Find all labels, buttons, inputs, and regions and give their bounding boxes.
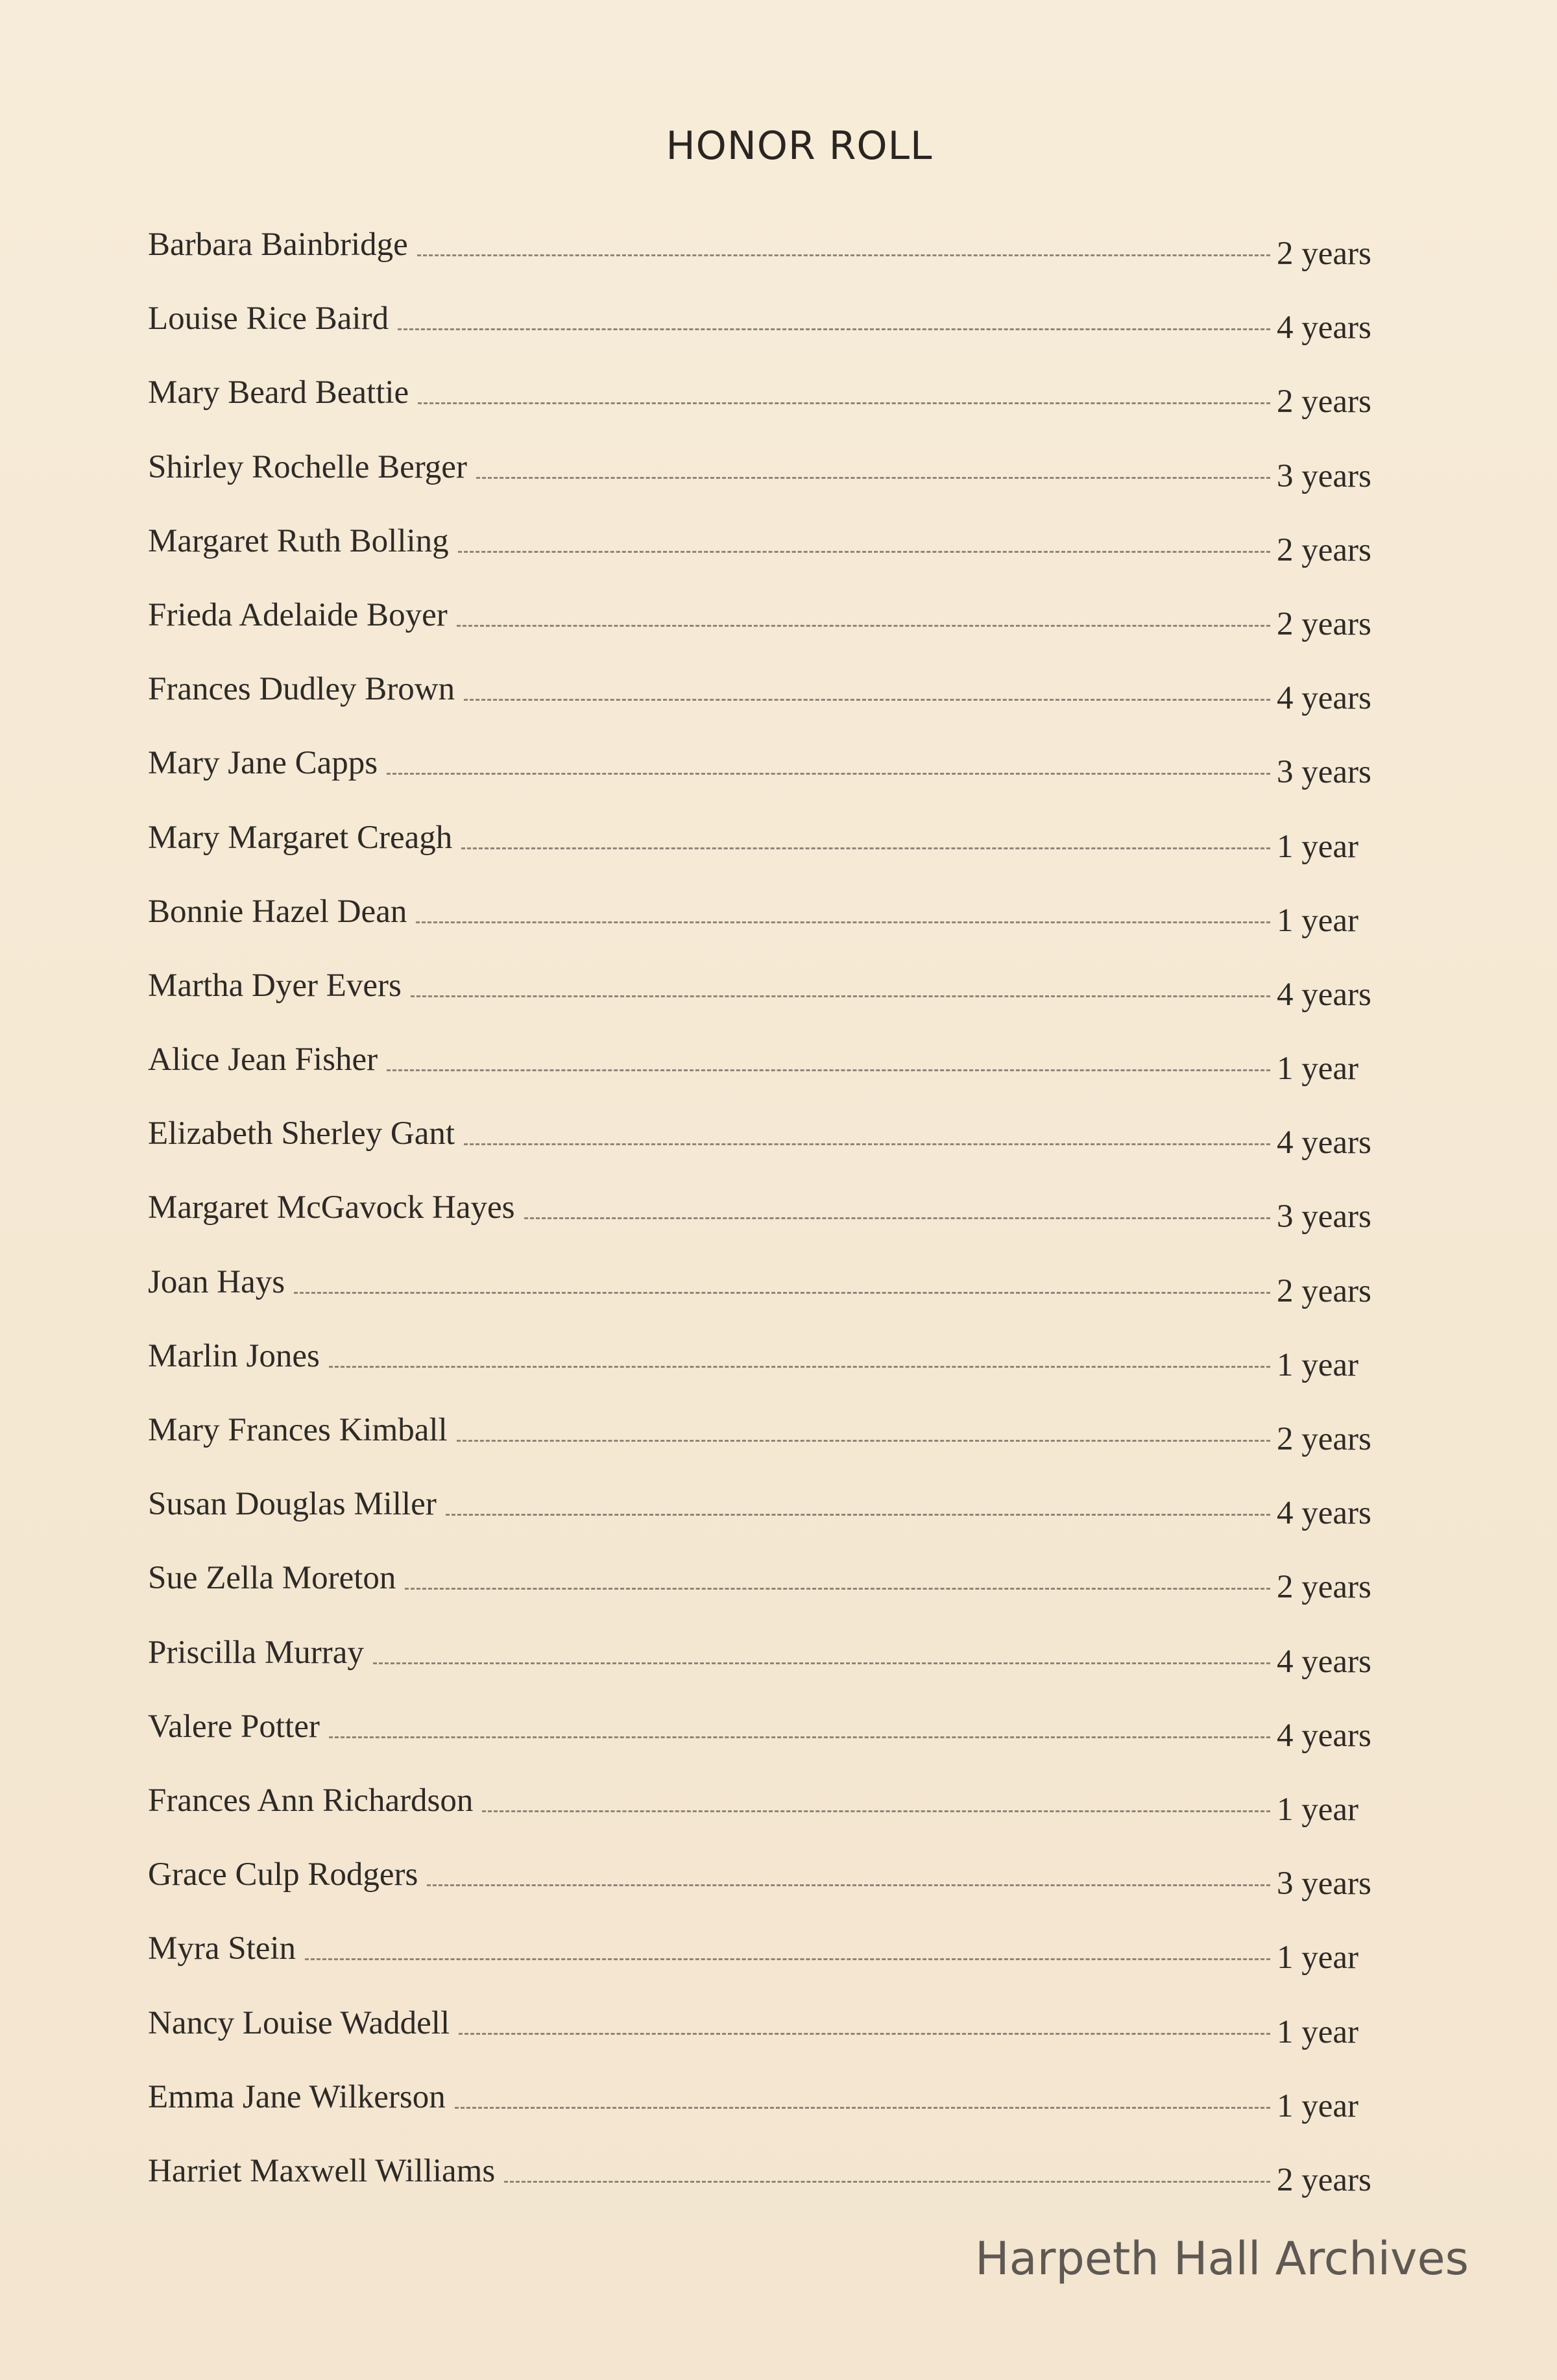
- years-attended: 3 years: [1277, 754, 1371, 791]
- years-attended: 4 years: [1277, 976, 1371, 1013]
- honor-roll-entry: [148, 2004, 1394, 2081]
- honor-roll-entry: [148, 1488, 1394, 1562]
- honor-roll-entry: [148, 821, 1394, 895]
- honor-roll-entry: [148, 1191, 1394, 1265]
- dotted-leader: [464, 699, 1270, 701]
- years-attended: 2 years: [1277, 383, 1371, 420]
- years-attended: 4 years: [1277, 1717, 1371, 1754]
- years-attended: 2 years: [1277, 531, 1371, 568]
- years-attended: 1 year: [1277, 2013, 1359, 2050]
- dotted-leader: [464, 1143, 1270, 1145]
- dotted-leader: [457, 625, 1270, 627]
- honor-roll-entry: [148, 448, 1394, 525]
- honor-roll-entry: [148, 522, 1394, 599]
- dotted-leader: [416, 921, 1270, 923]
- honor-roll-entry: [148, 596, 1394, 673]
- student-name: Priscilla Murray: [148, 1634, 364, 1671]
- student-name: Marlin Jones: [148, 1337, 320, 1374]
- student-name: Mary Frances Kimball: [148, 1412, 448, 1448]
- honor-roll-entry: [148, 376, 1394, 450]
- dotted-leader: [476, 477, 1270, 479]
- years-attended: 1 year: [1277, 1939, 1359, 1976]
- student-name: Mary Margaret Creagh: [148, 819, 453, 856]
- honor-roll-entry: [148, 1710, 1394, 1784]
- years-attended: 4 years: [1277, 1643, 1371, 1680]
- student-name: Susan Douglas Miller: [148, 1486, 437, 1523]
- honor-roll-entry: [148, 1562, 1394, 1636]
- student-name: Elizabeth Sherley Gant: [148, 1115, 455, 1152]
- dotted-leader: [482, 1810, 1270, 1812]
- student-name: Martha Dyer Evers: [148, 967, 402, 1004]
- dotted-leader: [387, 1069, 1270, 1071]
- dotted-leader: [305, 1958, 1270, 1960]
- dotted-leader: [398, 328, 1270, 330]
- honor-roll-entry: [148, 1858, 1394, 1932]
- years-attended: 1 year: [1277, 2087, 1359, 2124]
- student-name: Frieda Adelaide Boyer: [148, 596, 448, 633]
- dotted-leader: [417, 254, 1270, 256]
- years-attended: 1 year: [1277, 1791, 1359, 1828]
- dotted-leader: [418, 402, 1270, 404]
- honor-roll-entry: [148, 1784, 1394, 1858]
- honor-roll-entry: [148, 673, 1394, 747]
- dotted-leader: [294, 1292, 1270, 1294]
- years-attended: 1 year: [1277, 1346, 1359, 1383]
- dotted-leader: [405, 1588, 1270, 1590]
- student-name: Sue Zella Moreton: [148, 1560, 396, 1597]
- student-name: Barbara Bainbridge: [148, 226, 408, 263]
- student-name: Frances Ann Richardson: [148, 1782, 474, 1819]
- years-attended: 4 years: [1277, 1124, 1371, 1161]
- years-attended: 2 years: [1277, 2161, 1371, 2198]
- honor-roll-list: [148, 228, 1394, 2229]
- years-attended: 1 year: [1277, 828, 1359, 865]
- years-attended: 4 years: [1277, 1495, 1371, 1532]
- dotted-leader: [373, 1662, 1270, 1664]
- student-name: Mary Beard Beattie: [148, 374, 409, 411]
- years-attended: 2 years: [1277, 236, 1371, 272]
- honor-roll-entry: [148, 1117, 1394, 1191]
- dotted-leader: [461, 847, 1270, 849]
- honor-roll-entry: [148, 1337, 1394, 1414]
- student-name: Grace Culp Rodgers: [148, 1856, 418, 1893]
- student-name: Joan Hays: [148, 1263, 285, 1300]
- dotted-leader: [329, 1366, 1270, 1368]
- years-attended: 4 years: [1277, 680, 1371, 717]
- dotted-leader: [329, 1736, 1270, 1738]
- student-name: Emma Jane Wilkerson: [148, 2078, 446, 2115]
- dotted-leader: [455, 2107, 1270, 2109]
- student-name: Bonnie Hazel Dean: [148, 893, 407, 930]
- dotted-leader: [427, 1884, 1270, 1886]
- years-attended: 1 year: [1277, 902, 1359, 939]
- student-name: Frances Dudley Brown: [148, 671, 455, 708]
- honor-roll-entry: [148, 1414, 1394, 1488]
- years-attended: 2 years: [1277, 1569, 1371, 1606]
- years-attended: 1 year: [1277, 1050, 1359, 1087]
- student-name: Alice Jean Fisher: [148, 1041, 378, 1078]
- honor-roll-entry: [148, 2152, 1394, 2229]
- page-title: HONOR ROLL: [666, 123, 933, 169]
- dotted-leader: [504, 2181, 1270, 2183]
- dotted-leader: [446, 1514, 1270, 1516]
- honor-roll-entry: [148, 1043, 1394, 1117]
- years-attended: 3 years: [1277, 1865, 1371, 1902]
- dotted-leader: [524, 1217, 1270, 1219]
- archive-watermark: Harpeth Hall Archives: [975, 2232, 1469, 2285]
- student-name: Shirley Rochelle Berger: [148, 448, 467, 485]
- years-attended: 2 years: [1277, 1272, 1371, 1309]
- student-name: Nancy Louise Waddell: [148, 2004, 450, 2041]
- student-name: Mary Jane Capps: [148, 745, 378, 782]
- student-name: Margaret Ruth Bolling: [148, 522, 449, 559]
- years-attended: 4 years: [1277, 310, 1371, 346]
- honor-roll-entry: [148, 302, 1394, 376]
- dotted-leader: [458, 551, 1270, 553]
- student-name: Margaret McGavock Hayes: [148, 1189, 515, 1226]
- dotted-leader: [411, 995, 1270, 997]
- student-name: Valere Potter: [148, 1708, 320, 1745]
- student-name: Louise Rice Baird: [148, 300, 389, 337]
- honor-roll-entry: [148, 228, 1394, 302]
- honor-roll-entry: [148, 1932, 1394, 2006]
- years-attended: 2 years: [1277, 1421, 1371, 1457]
- honor-roll-entry: [148, 969, 1394, 1043]
- honor-roll-entry: [148, 747, 1394, 821]
- honor-roll-entry: [148, 2078, 1394, 2155]
- dotted-leader: [387, 773, 1270, 775]
- years-attended: 2 years: [1277, 605, 1371, 642]
- dotted-leader: [457, 1440, 1270, 1442]
- years-attended: 3 years: [1277, 1198, 1371, 1235]
- honor-roll-entry: [148, 1263, 1394, 1340]
- honor-roll-entry: [148, 895, 1394, 969]
- student-name: Harriet Maxwell Williams: [148, 2152, 496, 2189]
- dotted-leader: [459, 2033, 1270, 2035]
- student-name: Myra Stein: [148, 1930, 296, 1967]
- honor-roll-entry: [148, 1636, 1394, 1710]
- years-attended: 3 years: [1277, 457, 1371, 494]
